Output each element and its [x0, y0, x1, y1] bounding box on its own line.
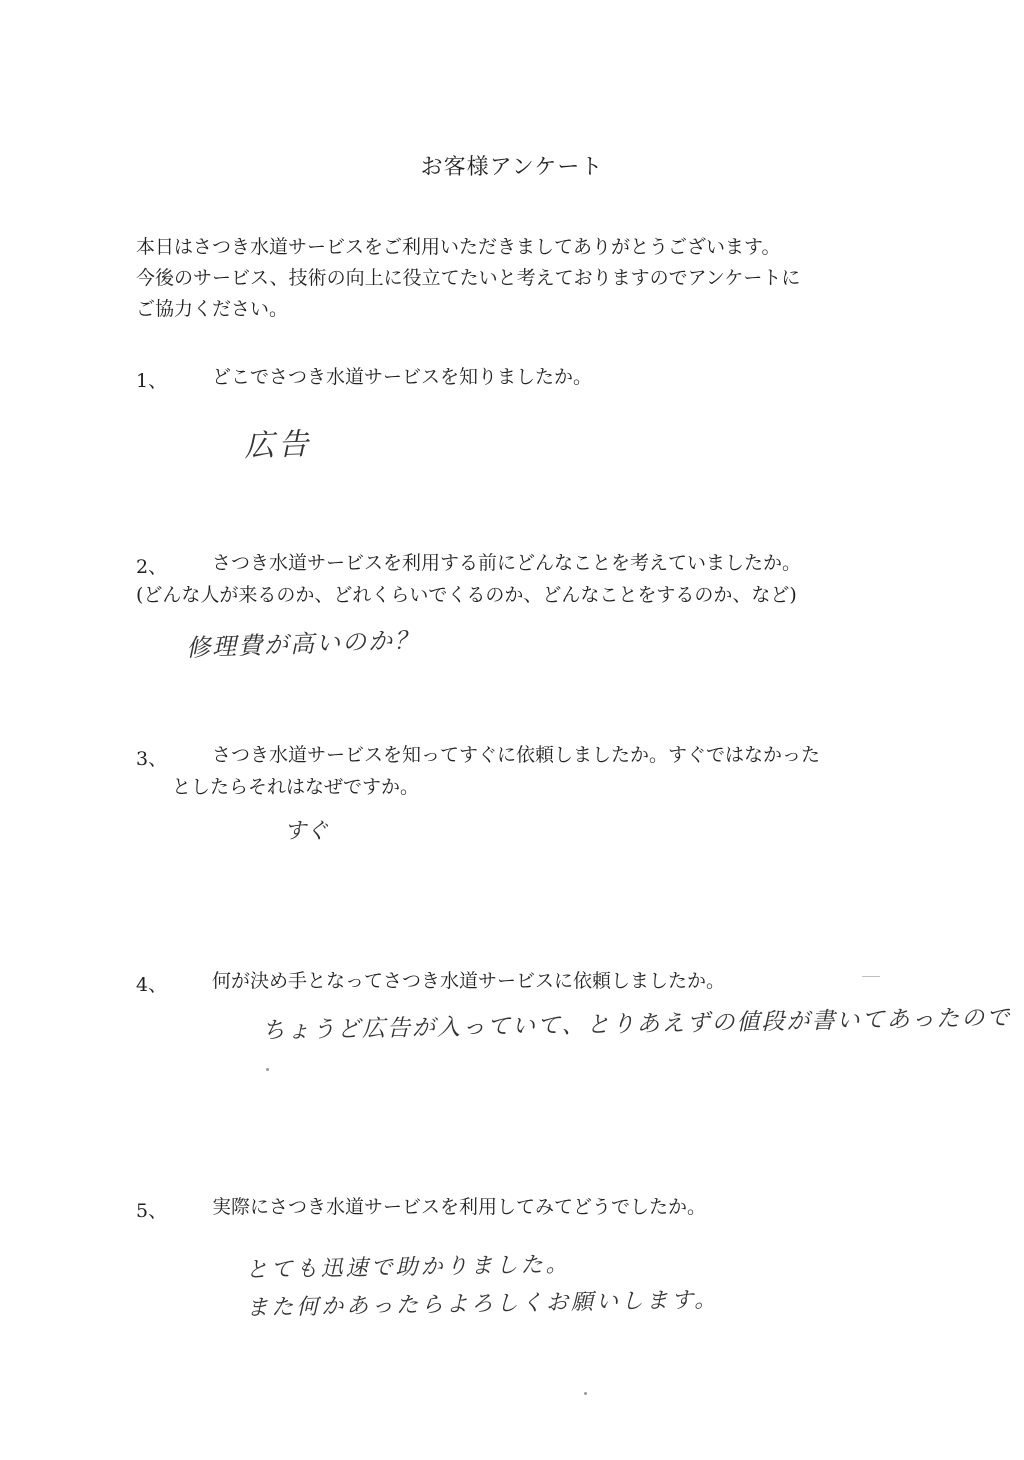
intro-line: ご協力ください。 [136, 298, 289, 320]
question-5-answer-line: また何かあったらよろしくお願いします。 [246, 1287, 720, 1321]
scan-mark [862, 976, 880, 977]
question-5-number: 5、 [136, 1200, 168, 1222]
question-3-answer: すぐ [284, 819, 329, 844]
intro-line: 今後のサービス、技術の向上に役立てたいと考えておりますのでアンケートに [136, 267, 801, 289]
scan-speck [266, 1068, 269, 1071]
question-4-number: 4、 [136, 974, 168, 996]
question-4-text: 何が決め手となってさつき水道サービスに依頼しましたか。 [212, 970, 726, 992]
question-2-text: さつき水道サービスを利用する前にどんなことを考えていましたか。 [212, 552, 802, 574]
scan-speck [584, 1392, 587, 1395]
question-2-answer: 修理費が高いのか？ [185, 625, 421, 663]
question-3-text: さつき水道サービスを知ってすぐに依頼しましたか。すぐではなかった [212, 744, 821, 766]
intro-line: 本日はさつき水道サービスをご利用いただきましてありがとうございます。 [136, 236, 781, 258]
question-2-subtext: (どんな人が来るのか、どれくらいでくるのか、どんなことをするのか、など) [136, 584, 797, 606]
question-5-answer-line: とても迅速で助かりました。 [245, 1252, 571, 1284]
question-5-text: 実際にさつき水道サービスを利用してみてどうでしたか。 [212, 1196, 707, 1218]
question-2-number: 2、 [136, 556, 168, 578]
question-3-number: 3、 [136, 748, 168, 770]
question-4-answer: ちょうど広告が入っていて、とりあえずの値段が書いてあったので [261, 1004, 1012, 1044]
intro-paragraph [136, 232, 916, 325]
question-5-answer [245, 1244, 719, 1328]
page-title: お客様アンケート [420, 155, 604, 180]
question-3-subtext: としたらそれはなぜですか。 [172, 776, 420, 798]
question-1-answer: 広告 [243, 426, 313, 465]
question-1-number: 1、 [136, 370, 168, 392]
question-1-text: どこでさつき水道サービスを知りましたか。 [212, 366, 593, 388]
